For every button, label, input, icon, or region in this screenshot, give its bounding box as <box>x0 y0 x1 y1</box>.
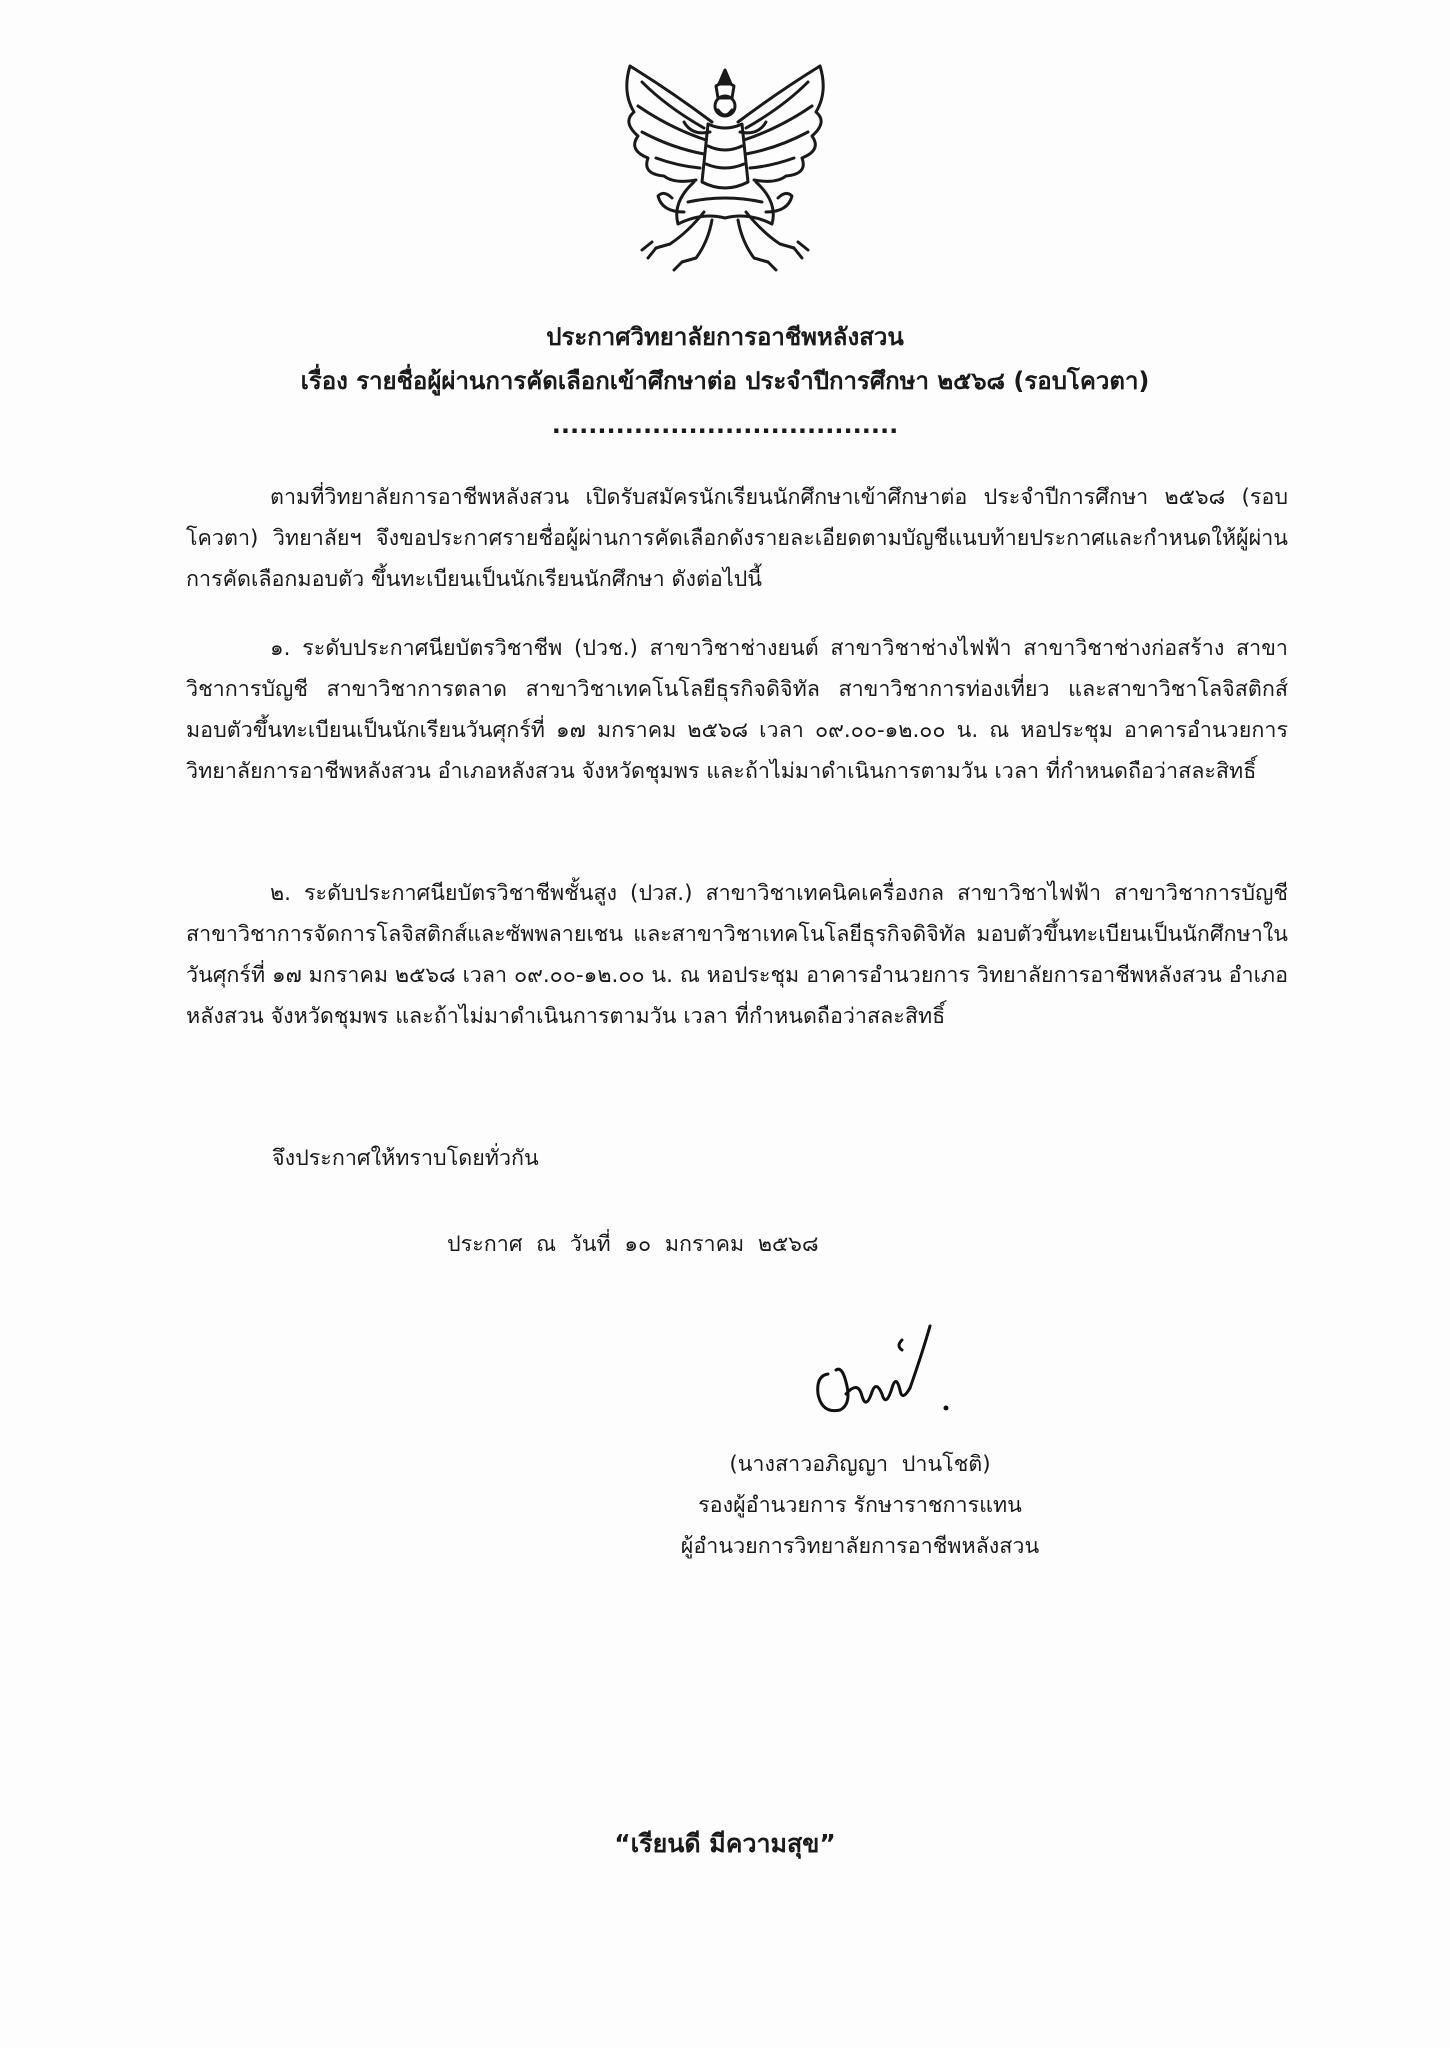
announcement-title: ประกาศวิทยาลัยการอาชีพหลังสวน <box>546 323 904 351</box>
item-two-paragraph: ๒. ระดับประกาศนียบัตรวิชาชีพชั้นสูง (ปวส.) สาขาวิชาเทคนิคเครื่องกล สาขาวิชาไฟฟ้า สาขาวิชาการบัญชี สาขาวิชาการจัดการโลจิสติกส์และซัพพลายเชน และสาขาวิชาเทคโนโลยีธุรกิจดิจิทัล มอบตัวขึ้นทะเบียนเป็นนักศึกษาในวันศุกร์ที่ ๑๗ มกราคม ๒๕๖๘ เวลา ๐๙.๐๐-๑๒.๐๐ น. ณ หอประชุม อาคารอำนวยการ วิทยาลัยการอาชีพหลังสวน อำเภอหลังสวน จังหวัดชุมพร และถ้าไม่มาดำเนินการตามวัน เวลา ที่กำหนดถือว่าสละสิทธิ์ <box>186 881 1288 1029</box>
item-one-paragraph: ๑. ระดับประกาศนียบัตรวิชาชีพ (ปวช.) สาขาวิชาช่างยนต์ สาขาวิชาช่างไฟฟ้า สาขาวิชาช่างก่อสร้าง สาขาวิชาการบัญชี สาขาวิชาการตลาด สาขาวิชาเทคโนโลยีธุรกิจดิจิทัล สาขาวิชาการท่องเที่ยว และสาขาวิชาโลจิสติกส์ มอบตัวขึ้นทะเบียนเป็นนักเรียนวันศุกร์ที่ ๑๗ มกราคม ๒๕๖๘ เวลา ๐๙.๐๐-๑๒.๐๐ น. ณ หอประชุม อาคารอำนวยการ วิทยาลัยการอาชีพหลังสวน อำเภอหลังสวน จังหวัดชุมพร และถ้าไม่มาดำเนินการตามวัน เวลา ที่กำหนดถือว่าสละสิทธิ์ <box>186 636 1288 784</box>
handwritten-signature <box>806 1318 966 1428</box>
closing-statement: จึงประกาศให้ทราบโดยทั่วกัน <box>272 1146 539 1171</box>
signer-position: รองผู้อำนวยการ รักษาราชการแทน <box>698 1493 1022 1518</box>
announcement-date: ประกาศ ณ วันที่ ๑๐ มกราคม ๒๕๖๘ <box>447 1232 819 1257</box>
signer-block <box>600 1444 1120 1567</box>
signer-organization: ผู้อำนวยการวิทยาลัยการอาชีพหลังสวน <box>680 1534 1040 1559</box>
garuda-emblem-icon <box>612 62 838 272</box>
title-divider: ...................................... <box>551 411 899 439</box>
signer-name: (นางสาวอภิญญา ปานโชติ) <box>729 1452 991 1477</box>
college-motto: “เรียนดี มีความสุข” <box>614 1829 836 1858</box>
intro-paragraph: ตามที่วิทยาลัยการอาชีพหลังสวน เปิดรับสมัครนักเรียนนักศึกษาเข้าศึกษาต่อ ประจำปีการศึกษา ๒๕๖๘ (รอบโควตา) วิทยาลัยฯ จึงขอประกาศรายชื่อผู้ผ่านการคัดเลือกดังรายละเอียดตามบัญชีแนบท้ายประกาศและกำหนดให้ผู้ผ่านการคัดเลือกมอบตัว ขึ้นทะเบียนเป็นนักเรียนนักศึกษา ดังต่อไปนี้ <box>186 485 1288 592</box>
announcement-subject: เรื่อง รายชื่อผู้ผ่านการคัดเลือกเข้าศึกษาต่อ ประจำปีการศึกษา ๒๕๖๘ (รอบโควตา) <box>300 367 1150 395</box>
